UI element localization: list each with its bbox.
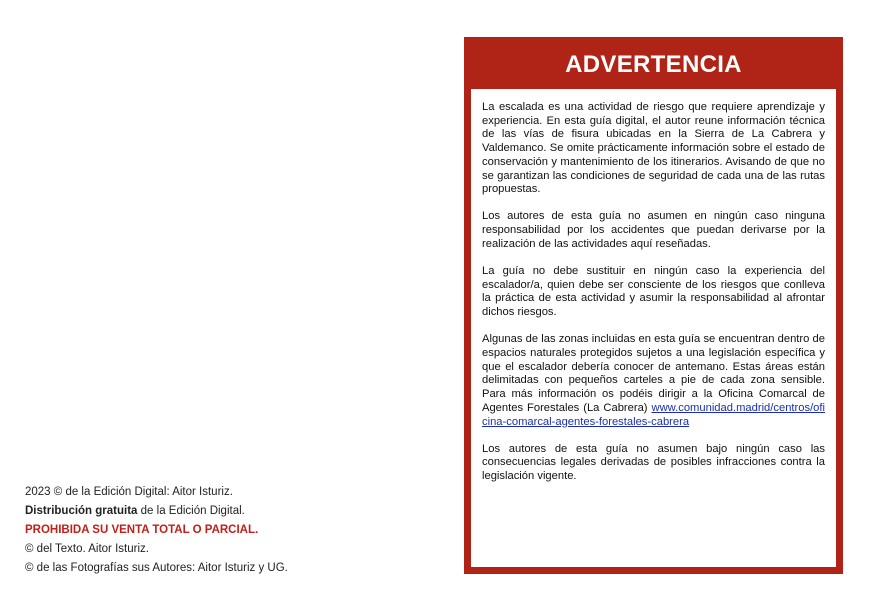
warning-box [464, 37, 843, 574]
credits-block [25, 483, 405, 578]
credits-prohibited-line: PROHIBIDA SU VENTA TOTAL O PARCIAL. [25, 524, 259, 536]
warning-title: ADVERTENCIA [565, 51, 742, 78]
warning-paragraph-2: Los autores de esta guía no asumen en ningún caso ninguna responsabilidad por los accidentes que puedan derivarse por la realización de las actividades aquí reseñadas. [482, 210, 825, 250]
warning-paragraph-3: La guía no debe sustituir en ningún caso la experiencia del escalador/a, quien debe ser consciente de los riesgos que conlleva la práctica de esta actividad y asumir la responsabilidad al afrontar dichos riesgos. [482, 265, 825, 319]
warning-body [471, 89, 836, 567]
credits-distribution-rest: de la Edición Digital. [137, 505, 245, 517]
credits-photo-copyright: © de las Fotografías sus Autores: Aitor Isturiz y UG. [25, 562, 288, 574]
warning-paragraph-5: Los autores de esta guía no asumen bajo ningún caso las consecuencias legales derivadas de posibles infracciones contra la legislación vigente. [482, 442, 825, 483]
oficina-forestal-link[interactable]: www.comunidad.madrid/centros/oficina-comarcal-agentes-forestales-cabrera [482, 401, 825, 428]
credits-distribution-line [25, 502, 405, 521]
warning-paragraph-4 [482, 333, 825, 429]
warning-paragraph-4-text: Algunas de las zonas incluidas en esta guía se encuentran dentro de espacios naturales protegidos sujetos a una legislación específica y que el escalador debería conocer de antemano. Estas áreas están delimitadas con pequeños carteles a pie de cada zona sensible. Para más información os podéis dirigir a la Oficina Comarcal de Agentes Forestales (La Cabrera) [482, 333, 825, 414]
credits-text-copyright: © del Texto. Aitor Isturiz. [25, 543, 149, 555]
credits-edition-line: 2023 © de la Edición Digital: Aitor Isturiz. [25, 486, 233, 498]
credits-distribution-bold: Distribución gratuita [25, 505, 138, 517]
warning-paragraph-1: La escalada es una actividad de riesgo que requiere aprendizaje y experiencia. En esta guía digital, el autor reune información técnica de las vías de fisura ubicadas en la Sierra de La Cabrera y Valdemanco. Se omite prácticamente información sobre el estado de conservación y mantenimiento de los itinerarios. Avisando de que no se garantizan las condiciones de seguridad de cada una de las rutas propuestas. [482, 101, 825, 196]
